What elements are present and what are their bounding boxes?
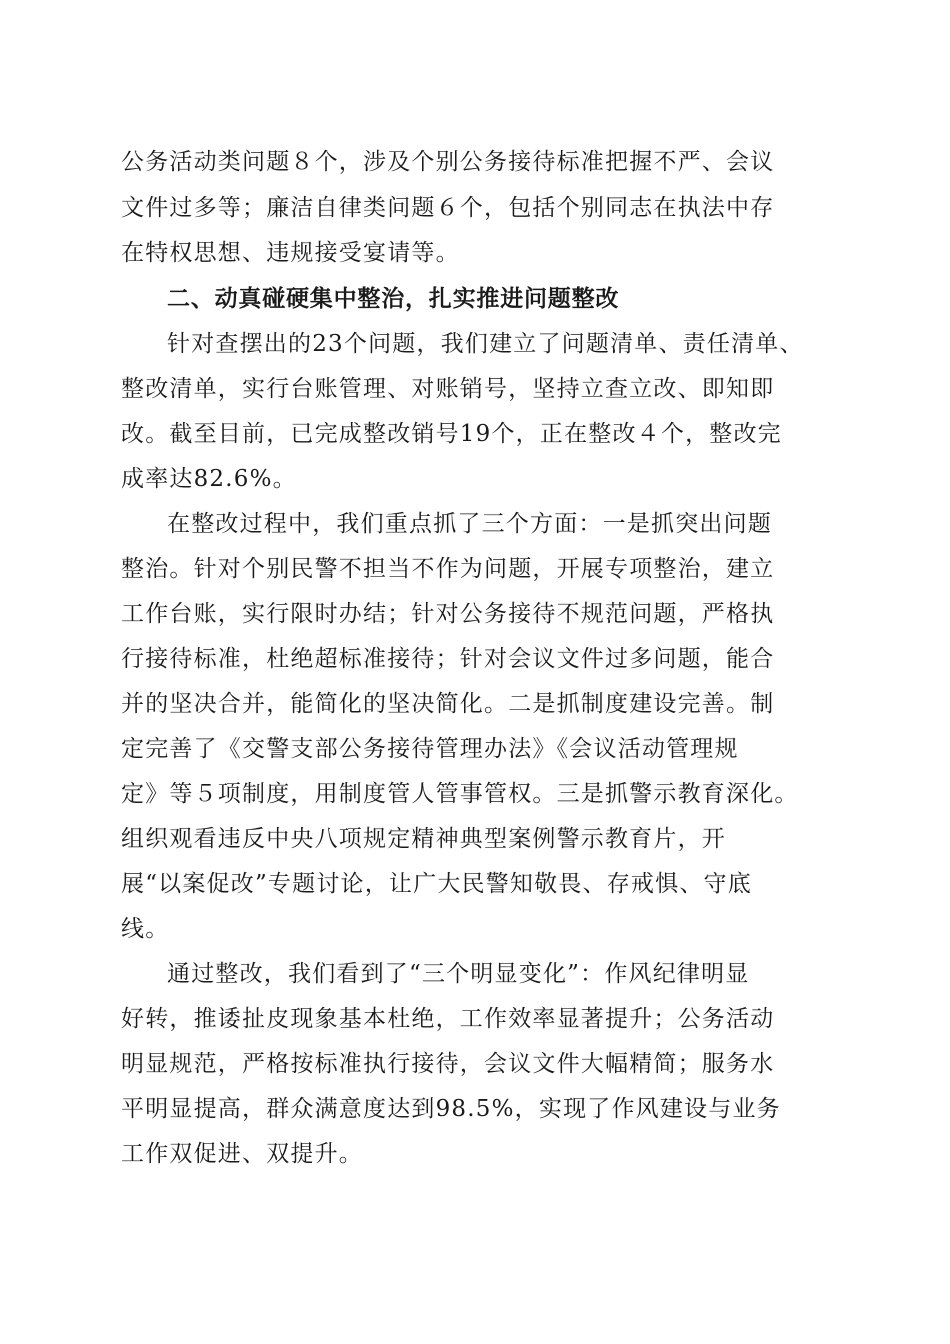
paragraph-1-line-1: 公务活动类问题８个，涉及个别公务接待标准把握不严、会议 bbox=[121, 149, 775, 175]
paragraph-2-line-2: 整改清单，实行台账管理、对账销号，坚持立查立改、即知即 bbox=[121, 376, 775, 402]
paragraph-3-line-7: 定》等５项制度，用制度管人管事管权。三是抓警示教育深化。 bbox=[121, 781, 799, 807]
paragraph-3-line-3: 工作台账，实行限时办结；针对公务接待不规范问题，严格执 bbox=[121, 601, 775, 627]
paragraph-2-line-4: 成率达82.6%。 bbox=[121, 466, 297, 492]
paragraph-2-line-3: 改。截至目前，已完成整改销号19个，正在整改４个，整改完 bbox=[121, 421, 782, 447]
paragraph-1-line-2: 文件过多等；廉洁自律类问题６个，包括个别同志在执法中存 bbox=[121, 195, 775, 221]
paragraph-4-line-1: 通过整改，我们看到了“三个明显变化”：作风纪律明显 bbox=[167, 961, 750, 987]
section-heading-2: 二、动真碰硬集中整治，扎实推进问题整改 bbox=[167, 286, 620, 312]
paragraph-3-line-9: 展“以案促改”专题讨论，让广大民警知敬畏、存戒惧、守底 bbox=[121, 871, 752, 897]
paragraph-4-line-2: 好转，推诿扯皮现象基本杜绝，工作效率显著提升；公务活动 bbox=[121, 1006, 775, 1032]
paragraph-3-line-4: 行接待标准，杜绝超标准接待；针对会议文件过多问题，能合 bbox=[121, 646, 775, 672]
paragraph-4-line-4: 平明显提高，群众满意度达到98.5%，实现了作风建设与业务 bbox=[121, 1096, 781, 1122]
paragraph-3-line-6: 定完善了《交警支部公务接待管理办法》《会议活动管理规 bbox=[121, 736, 739, 762]
paragraph-3-line-2: 整治。针对个别民警不担当不作为问题，开展专项整治，建立 bbox=[121, 556, 775, 582]
paragraph-2-line-1: 针对查摆出的23个问题，我们建立了问题清单、责任清单、 bbox=[167, 331, 804, 357]
paragraph-3-line-1: 在整改过程中，我们重点抓了三个方面：一是抓突出问题 bbox=[167, 511, 772, 537]
paragraph-3-line-10: 线。 bbox=[121, 916, 170, 942]
paragraph-4-line-3: 明显规范，严格按标准执行接待，会议文件大幅精简；服务水 bbox=[121, 1051, 775, 1077]
paragraph-4-line-5: 工作双促进、双提升。 bbox=[121, 1141, 363, 1167]
paragraph-3-line-8: 组织观看违反中央八项规定精神典型案例警示教育片，开 bbox=[121, 826, 726, 852]
paragraph-1-line-3: 在特权思想、违规接受宴请等。 bbox=[121, 240, 460, 266]
paragraph-3-line-5: 并的坚决合并，能简化的坚决简化。二是抓制度建设完善。制 bbox=[121, 691, 775, 717]
